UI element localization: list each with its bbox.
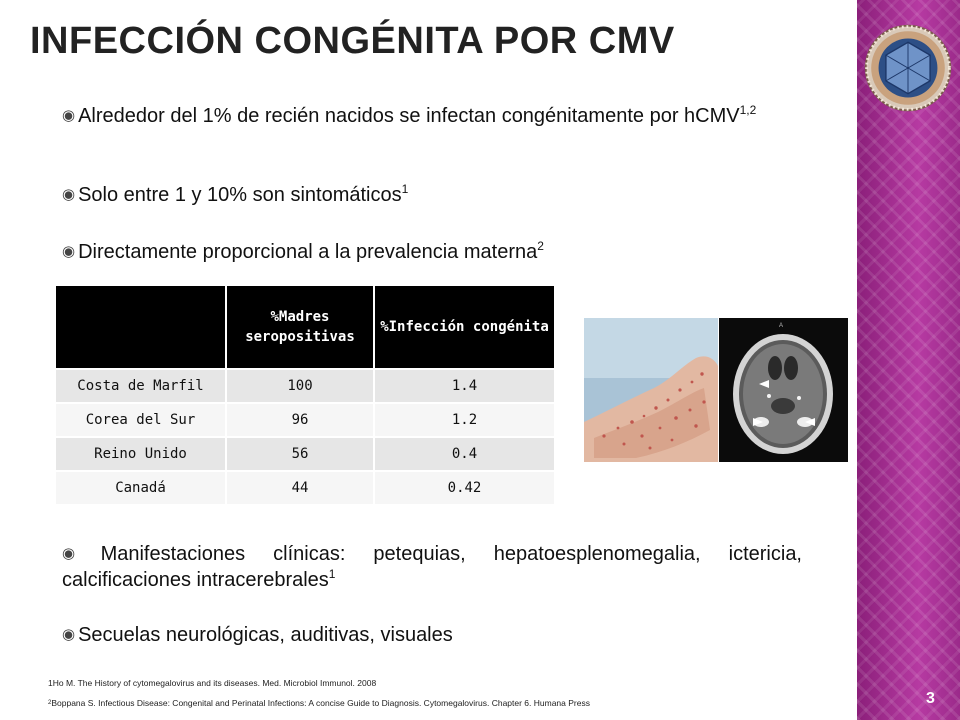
bullet-symptomatic	[62, 182, 802, 208]
bullet-text: Directamente proporcional a la prevalencia materna	[78, 241, 538, 263]
table-row	[56, 369, 554, 403]
bullet-prevalence	[62, 103, 802, 129]
bullet-reference: 1	[328, 567, 336, 581]
infant-arm-petechiae-photo	[584, 318, 718, 462]
bullet-reference: 1	[401, 182, 409, 196]
footnote-text: Boppana S. Infectious Disease: Congenital and Perinatal Infections: A concise Guide to Diagnosis. Cytomegalovirus. Chapter 6. Humana Press	[51, 698, 590, 708]
bullet-text: Solo entre 1 y 10% son sintomáticos	[78, 184, 402, 206]
bullet-circle-icon: ◉	[62, 186, 76, 203]
table-cell-seropositive: 96	[226, 403, 374, 437]
table-row	[56, 403, 554, 437]
bullet-circle-icon: ◉	[62, 626, 76, 643]
bullet-text: Manifestaciones clínicas: petequias, hepatoesplenomegalia, ictericia, calcificaciones intracerebrales	[62, 543, 802, 591]
bullet-clinical-manifestations	[62, 541, 802, 593]
table-cell-seropositive: 100	[226, 369, 374, 403]
footnote-marker: 1	[48, 678, 53, 688]
table-header-country	[56, 286, 226, 369]
page-number: 3	[926, 690, 935, 707]
bullet-sequelae	[62, 622, 802, 648]
bullet-reference: 2	[537, 239, 544, 253]
table-row	[56, 471, 554, 504]
bullet-circle-icon: ◉	[62, 545, 98, 562]
bullet-text: Alrededor del 1% de recién nacidos se infectan congénitamente por hCMV	[78, 105, 740, 127]
slide-title: INFECCIÓN CONGÉNITA POR CMV	[30, 20, 675, 62]
bullet-reference: 1,2	[739, 103, 757, 117]
footnote-marker: 2	[48, 700, 52, 706]
table-cell-congenital: 0.4	[374, 437, 554, 471]
footnote-1	[48, 678, 376, 688]
table-cell-country: Corea del Sur	[56, 403, 226, 437]
table-row	[56, 437, 554, 471]
cmv-virus-illustration	[862, 22, 954, 114]
table-cell-seropositive: 44	[226, 471, 374, 504]
table-cell-congenital: 0.42	[374, 471, 554, 504]
table-header-row	[56, 286, 554, 369]
table-cell-congenital: 1.2	[374, 403, 554, 437]
table-cell-country: Reino Unido	[56, 437, 226, 471]
bullet-circle-icon: ◉	[62, 243, 76, 260]
table-cell-country: Costa de Marfil	[56, 369, 226, 403]
table-header-seropositive: %Madres seropositivas	[226, 286, 374, 369]
table-cell-country: Canadá	[56, 471, 226, 504]
bullet-maternal-prevalence	[62, 239, 802, 265]
table-header-congenital: %Infección congénita	[374, 286, 554, 369]
bullet-text: Secuelas neurológicas, auditivas, visuales	[78, 624, 453, 646]
bullet-circle-icon: ◉	[62, 107, 76, 124]
table-cell-seropositive: 56	[226, 437, 374, 471]
ct-marker-label: A	[779, 323, 784, 329]
footnote-2	[48, 698, 590, 708]
footnote-text: Ho M. The History of cytomegalovirus and its diseases. Med. Microbiol Immunol. 2008	[52, 678, 377, 688]
prevalence-table	[56, 286, 554, 504]
brain-ct-scan-image	[719, 318, 848, 462]
table-cell-congenital: 1.4	[374, 369, 554, 403]
